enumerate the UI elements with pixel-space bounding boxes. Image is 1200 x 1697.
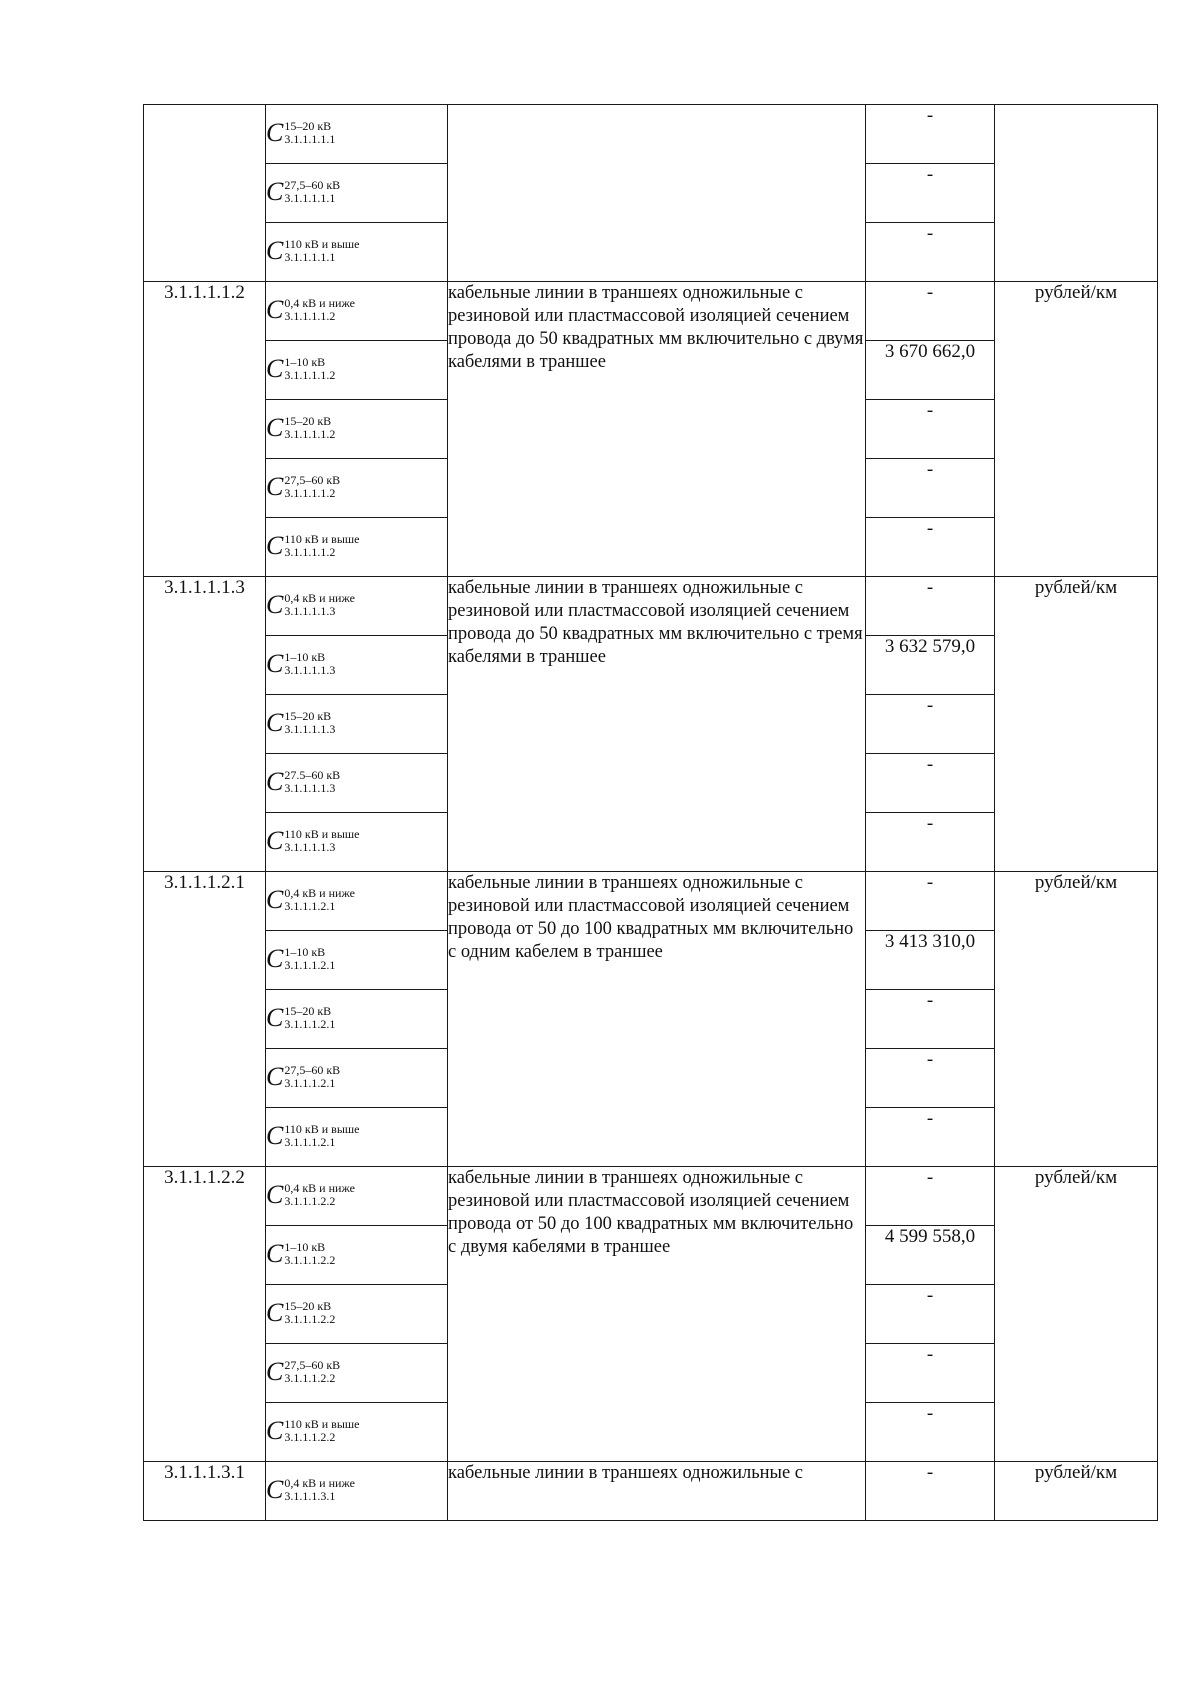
rate-value: - (866, 1462, 995, 1521)
rate-symbol-letter: C (266, 1416, 284, 1445)
rate-symbol (266, 1417, 359, 1445)
rate-index: 3.1.1.1.1.1 (284, 132, 336, 146)
tariff-document (143, 104, 1157, 1521)
rate-symbol-letter: C (266, 1298, 284, 1327)
rate-symbol-letter: C (266, 826, 284, 855)
rate-value: - (866, 459, 995, 518)
rate-symbol-cell (266, 459, 448, 518)
tariff-table (143, 104, 1158, 1521)
rate-symbol-letter: C (266, 177, 284, 206)
rate-symbol (266, 532, 359, 560)
rate-index: 3.1.1.1.1.3 (284, 840, 336, 854)
rate-symbol-cell (266, 990, 448, 1049)
rate-index: 3.1.1.1.1.2 (284, 368, 336, 382)
rate-value: 3 670 662,0 (866, 341, 995, 400)
rate-symbol (266, 414, 335, 442)
rate-index: 3.1.1.1.1.2 (284, 545, 336, 559)
table-row (144, 872, 1158, 931)
voltage-class: 110 кВ и выше (284, 1122, 360, 1136)
rate-value: - (866, 223, 995, 282)
rate-symbol-letter: C (266, 1121, 284, 1150)
rate-symbol-cell (266, 341, 448, 400)
rate-index: 3.1.1.1.1.2 (284, 427, 336, 441)
rate-symbol (266, 650, 335, 678)
item-description: кабельные линии в траншеях одножильные с резиновой или пластмассовой изоляцией сечением провода до 50 квадратных мм включительно с тремя кабелями в траншее (448, 577, 866, 872)
rate-symbol-letter: C (266, 649, 284, 678)
item-code: 3.1.1.1.1.2 (144, 282, 266, 577)
rate-symbol (266, 945, 335, 973)
rate-symbol-cell (266, 1167, 448, 1226)
rate-symbol-cell (266, 1049, 448, 1108)
rate-symbol (266, 1240, 335, 1268)
rate-symbol-cell (266, 636, 448, 695)
rate-index: 3.1.1.1.3.1 (284, 1489, 336, 1503)
item-code: 3.1.1.1.1.3 (144, 577, 266, 872)
rate-value: - (866, 1344, 995, 1403)
rate-symbol-cell (266, 518, 448, 577)
rate-symbol-cell (266, 164, 448, 223)
item-description: кабельные линии в траншеях одножильные с (448, 1462, 866, 1521)
table-row (144, 282, 1158, 341)
rate-index: 3.1.1.1.2.1 (284, 958, 336, 972)
rate-index: 3.1.1.1.2.1 (284, 899, 336, 913)
voltage-class: 0,4 кВ и ниже (284, 1476, 355, 1490)
rate-symbol-cell (266, 1226, 448, 1285)
rate-symbol-cell (266, 695, 448, 754)
voltage-class: 0,4 кВ и ниже (284, 886, 355, 900)
rate-symbol-cell (266, 223, 448, 282)
rate-symbol-cell (266, 754, 448, 813)
rate-symbol-letter: C (266, 118, 284, 147)
rate-symbol-letter: C (266, 767, 284, 796)
rate-symbol (266, 1004, 335, 1032)
rate-value: - (866, 282, 995, 341)
item-description: кабельные линии в траншеях одножильные с резиновой или пластмассовой изоляцией сечением провода от 50 до 100 квадратных мм включительно с одним кабелем в траншее (448, 872, 866, 1167)
rate-symbol-letter: C (266, 472, 284, 501)
rate-value: - (866, 1403, 995, 1462)
table-row (144, 1462, 1158, 1521)
rate-value: - (866, 577, 995, 636)
rate-symbol-letter: C (266, 1475, 284, 1504)
unit-of-measure: рублей/км (995, 282, 1158, 577)
table-row (144, 105, 1158, 164)
rate-symbol-cell (266, 1108, 448, 1167)
rate-symbol (266, 296, 355, 324)
voltage-class: 27,5–60 кВ (284, 1358, 341, 1372)
rate-symbol-cell (266, 577, 448, 636)
rate-symbol-cell (266, 105, 448, 164)
voltage-class: 27,5–60 кВ (284, 178, 341, 192)
rate-symbol-cell (266, 1403, 448, 1462)
unit-of-measure (995, 105, 1158, 282)
item-code: 3.1.1.1.2.2 (144, 1167, 266, 1462)
rate-value: - (866, 1285, 995, 1344)
voltage-class: 15–20 кВ (284, 414, 332, 428)
rate-symbol (266, 886, 355, 914)
rate-value: - (866, 872, 995, 931)
voltage-class: 27.5–60 кВ (284, 768, 341, 782)
rate-symbol-letter: C (266, 1003, 284, 1032)
rate-index: 3.1.1.1.1.1 (284, 250, 336, 264)
voltage-class: 27,5–60 кВ (284, 1063, 341, 1077)
rate-symbol-letter: C (266, 708, 284, 737)
rate-index: 3.1.1.1.1.3 (284, 781, 336, 795)
rate-symbol (266, 119, 335, 147)
rate-symbol (266, 1181, 355, 1209)
item-description: кабельные линии в траншеях одножильные с резиновой или пластмассовой изоляцией сечением провода от 50 до 100 квадратных мм включительно с двумя кабелями в траншее (448, 1167, 866, 1462)
rate-value: - (866, 754, 995, 813)
tariff-table-body (144, 105, 1158, 1521)
table-row (144, 577, 1158, 636)
table-row (144, 1167, 1158, 1226)
rate-symbol (266, 827, 359, 855)
rate-value: - (866, 164, 995, 223)
rate-symbol-cell (266, 931, 448, 990)
rate-symbol (266, 237, 359, 265)
rate-index: 3.1.1.1.2.2 (284, 1194, 336, 1208)
rate-index: 3.1.1.1.1.3 (284, 604, 336, 618)
rate-value: 3 632 579,0 (866, 636, 995, 695)
rate-index: 3.1.1.1.1.2 (284, 309, 336, 323)
rate-symbol (266, 1299, 335, 1327)
rate-symbol-letter: C (266, 1357, 284, 1386)
item-code: 3.1.1.1.2.1 (144, 872, 266, 1167)
item-code (144, 105, 266, 282)
voltage-class: 0,4 кВ и ниже (284, 296, 355, 310)
item-description (448, 105, 866, 282)
voltage-class: 1–10 кВ (284, 1240, 326, 1254)
voltage-class: 1–10 кВ (284, 355, 326, 369)
voltage-class: 1–10 кВ (284, 650, 326, 664)
unit-of-measure: рублей/км (995, 1167, 1158, 1462)
rate-symbol (266, 1122, 359, 1150)
rate-symbol-cell (266, 282, 448, 341)
rate-index: 3.1.1.1.2.2 (284, 1430, 336, 1444)
voltage-class: 15–20 кВ (284, 119, 332, 133)
rate-value: 4 599 558,0 (866, 1226, 995, 1285)
rate-value: - (866, 518, 995, 577)
item-code: 3.1.1.1.3.1 (144, 1462, 266, 1521)
rate-symbol-cell (266, 872, 448, 931)
voltage-class: 15–20 кВ (284, 1004, 332, 1018)
rate-value: - (866, 105, 995, 164)
rate-value: - (866, 1167, 995, 1226)
rate-value: - (866, 400, 995, 459)
rate-symbol-letter: C (266, 295, 284, 324)
rate-symbol-letter: C (266, 1239, 284, 1268)
rate-symbol-letter: C (266, 1180, 284, 1209)
rate-value: - (866, 1049, 995, 1108)
rate-symbol-cell (266, 400, 448, 459)
rate-index: 3.1.1.1.2.2 (284, 1253, 336, 1267)
voltage-class: 0,4 кВ и ниже (284, 591, 355, 605)
rate-symbol (266, 473, 340, 501)
rate-index: 3.1.1.1.1.1 (284, 191, 336, 205)
rate-symbol (266, 591, 355, 619)
voltage-class: 110 кВ и выше (284, 532, 360, 546)
voltage-class: 0,4 кВ и ниже (284, 1181, 355, 1195)
unit-of-measure: рублей/км (995, 872, 1158, 1167)
rate-symbol-letter: C (266, 354, 284, 383)
rate-symbol-cell (266, 1344, 448, 1403)
voltage-class: 1–10 кВ (284, 945, 326, 959)
unit-of-measure: рублей/км (995, 577, 1158, 872)
rate-symbol-letter: C (266, 885, 284, 914)
rate-index: 3.1.1.1.2.2 (284, 1312, 336, 1326)
rate-symbol (266, 1358, 340, 1386)
rate-symbol-letter: C (266, 944, 284, 973)
rate-symbol (266, 709, 335, 737)
rate-symbol-letter: C (266, 413, 284, 442)
rate-value: - (866, 695, 995, 754)
rate-index: 3.1.1.1.1.3 (284, 722, 336, 736)
rate-index: 3.1.1.1.2.2 (284, 1371, 336, 1385)
rate-symbol-cell (266, 813, 448, 872)
voltage-class: 15–20 кВ (284, 709, 332, 723)
rate-symbol-letter: C (266, 1062, 284, 1091)
rate-value: - (866, 1108, 995, 1167)
rate-value: 3 413 310,0 (866, 931, 995, 990)
rate-symbol (266, 178, 340, 206)
rate-index: 3.1.1.1.2.1 (284, 1017, 336, 1031)
rate-index: 3.1.1.1.2.1 (284, 1135, 336, 1149)
voltage-class: 27,5–60 кВ (284, 473, 341, 487)
rate-symbol (266, 1476, 355, 1504)
voltage-class: 110 кВ и выше (284, 827, 360, 841)
rate-symbol (266, 1063, 340, 1091)
rate-symbol (266, 768, 340, 796)
item-description: кабельные линии в траншеях одножильные с резиновой или пластмассовой изоляцией сечением провода до 50 квадратных мм включительно с двумя кабелями в траншее (448, 282, 866, 577)
rate-symbol-letter: C (266, 531, 284, 560)
rate-index: 3.1.1.1.1.2 (284, 486, 336, 500)
rate-symbol (266, 355, 335, 383)
voltage-class: 15–20 кВ (284, 1299, 332, 1313)
rate-symbol-letter: C (266, 590, 284, 619)
rate-value: - (866, 813, 995, 872)
unit-of-measure: рублей/км (995, 1462, 1158, 1521)
rate-symbol-letter: C (266, 236, 284, 265)
voltage-class: 110 кВ и выше (284, 1417, 360, 1431)
rate-symbol-cell (266, 1462, 448, 1521)
voltage-class: 110 кВ и выше (284, 237, 360, 251)
rate-value: - (866, 990, 995, 1049)
rate-index: 3.1.1.1.1.3 (284, 663, 336, 677)
rate-symbol-cell (266, 1285, 448, 1344)
rate-index: 3.1.1.1.2.1 (284, 1076, 336, 1090)
